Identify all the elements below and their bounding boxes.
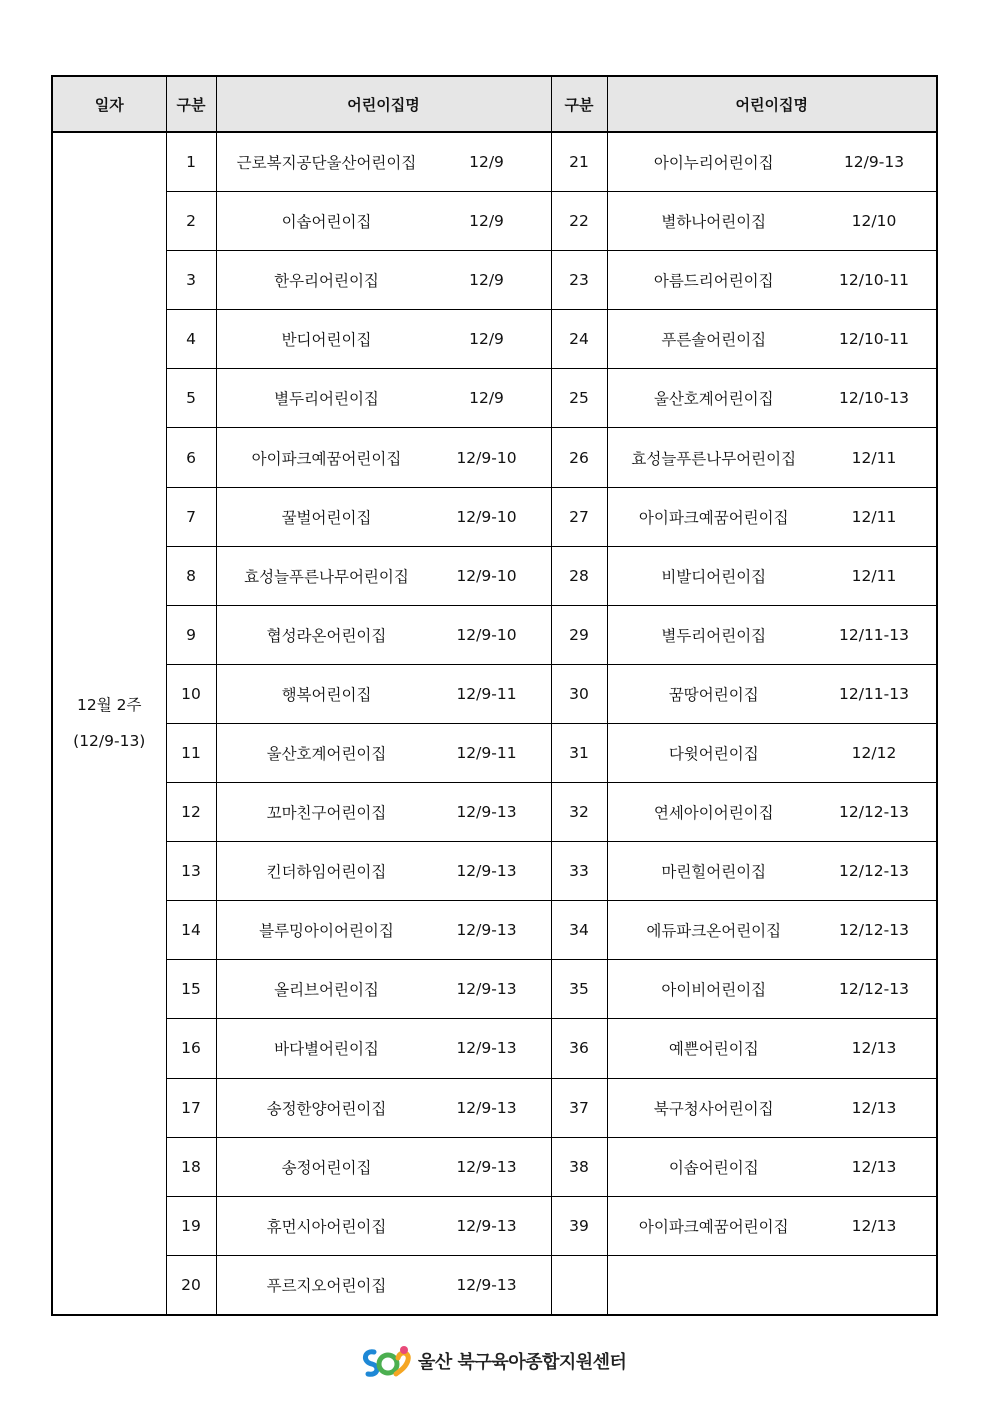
visit-date: 12/10 (851, 212, 897, 231)
daycare-right-cell (607, 1137, 937, 1196)
daycare-left-cell (216, 664, 551, 723)
schedule-table (51, 75, 938, 1316)
daycare-right-cell (607, 1255, 937, 1315)
visit-date: 12/13 (851, 1157, 897, 1176)
daycare-name: 꿈땅어린이집 (668, 685, 759, 704)
daycare-name: 꼬마친구어린이집 (266, 804, 387, 823)
daycare-name: 효성늘푸른나무어린이집 (631, 449, 797, 468)
table-row (52, 192, 937, 251)
daycare-left-cell (216, 723, 551, 782)
daycare-right-cell (607, 1019, 937, 1078)
num-right-cell (551, 1255, 607, 1315)
num-left-cell: 2 (166, 192, 216, 251)
daycare-name: 한우리어린이집 (274, 272, 379, 291)
daycare-right-cell (607, 310, 937, 369)
daycare-name: 푸르지오어린이집 (266, 1276, 387, 1295)
visit-date: 12/13 (851, 1098, 897, 1117)
header-num-left: 구분 (166, 76, 216, 132)
table-row (52, 605, 937, 664)
num-right-cell: 30 (551, 664, 607, 723)
num-right-cell: 35 (551, 960, 607, 1019)
num-right-cell: 29 (551, 605, 607, 664)
daycare-left-cell (216, 1078, 551, 1137)
daycare-name: 다윗어린이집 (668, 744, 759, 763)
num-left-cell: 10 (166, 664, 216, 723)
visit-date: 12/9-10 (456, 566, 517, 585)
num-right-cell: 24 (551, 310, 607, 369)
daycare-name: 별하나어린이집 (661, 213, 767, 232)
daycare-right-cell (607, 369, 937, 428)
daycare-name: 꿀벌어린이집 (281, 508, 372, 527)
num-left-cell: 4 (166, 310, 216, 369)
daycare-name: 이솝어린이집 (281, 213, 372, 232)
header-row (52, 76, 937, 132)
visit-date: 12/9-13 (843, 153, 905, 172)
daycare-name: 근로복지공단울산어린이집 (236, 154, 417, 173)
daycare-name: 아름드리어린이집 (653, 272, 774, 291)
visit-date: 12/9 (469, 330, 504, 349)
num-left-cell: 3 (166, 251, 216, 310)
num-right-cell: 36 (551, 1019, 607, 1078)
daycare-name: 반디어린이집 (281, 331, 372, 350)
visit-date: 12/13 (851, 1216, 897, 1235)
visit-date: 12/12-13 (839, 862, 909, 881)
visit-date: 12/9-13 (456, 921, 517, 940)
daycare-name: 북구청사어린이집 (653, 1099, 774, 1118)
num-left-cell: 18 (166, 1137, 216, 1196)
daycare-name: 푸른솔어린이집 (661, 331, 767, 350)
week-range: (12/9-13) (73, 732, 146, 751)
daycare-right-cell (607, 487, 937, 546)
daycare-name: 휴먼시아어린이집 (266, 1217, 387, 1236)
daycare-right-cell (607, 842, 937, 901)
daycare-name: 아이파크예꿈어린이집 (251, 449, 402, 468)
num-right-cell: 25 (551, 369, 607, 428)
table-row (52, 546, 937, 605)
num-left-cell: 5 (166, 369, 216, 428)
daycare-left-cell (216, 251, 551, 310)
table-row (52, 1078, 937, 1137)
num-left-cell: 19 (166, 1196, 216, 1255)
daycare-name: 아이파크예꿈어린이집 (638, 1217, 789, 1236)
daycare-right-cell (607, 1078, 937, 1137)
daycare-name: 효성늘푸른나무어린이집 (244, 567, 409, 586)
daycare-left-cell (216, 192, 551, 251)
num-right-cell: 33 (551, 842, 607, 901)
visit-date: 12/9-13 (456, 1157, 517, 1176)
num-left-cell: 16 (166, 1019, 216, 1078)
organization-name: 울산 북구육아종합지원센터 (418, 1352, 627, 1373)
num-left-cell: 12 (166, 783, 216, 842)
daycare-right-cell (607, 546, 937, 605)
num-right-cell: 26 (551, 428, 607, 487)
table-row (52, 842, 937, 901)
header-name-left: 어린이집명 (216, 76, 551, 132)
table-row (52, 1255, 937, 1315)
num-left-cell: 6 (166, 428, 216, 487)
daycare-name: 마린힐어린이집 (661, 863, 767, 882)
num-left-cell: 8 (166, 546, 216, 605)
daycare-name: 울산호계어린이집 (653, 390, 774, 409)
daycare-name: 송정한양어린이집 (266, 1099, 387, 1118)
visit-date: 12/11-13 (839, 684, 909, 703)
visit-date: 12/9-13 (456, 862, 517, 881)
visit-date: 12/9-13 (456, 980, 517, 999)
num-right-cell: 27 (551, 487, 607, 546)
daycare-name: 아이비어린이집 (661, 981, 767, 1000)
daycare-name: 행복어린이집 (281, 685, 372, 704)
daycare-right-cell (607, 664, 937, 723)
num-right-cell: 28 (551, 546, 607, 605)
header-date: 일자 (52, 76, 166, 132)
header-num-right: 구분 (551, 76, 607, 132)
daycare-left-cell (216, 428, 551, 487)
table-row (52, 428, 937, 487)
visit-date: 12/9-13 (456, 1039, 517, 1058)
table-row (52, 310, 937, 369)
daycare-name: 비발디어린이집 (661, 567, 767, 586)
num-right-cell: 34 (551, 901, 607, 960)
visit-date: 12/13 (851, 1039, 897, 1058)
visit-date: 12/9-10 (456, 507, 517, 526)
visit-date: 12/9-11 (456, 743, 517, 762)
visit-date: 12/12 (851, 743, 897, 762)
footer (360, 1343, 626, 1379)
table-row (52, 783, 937, 842)
daycare-left-cell (216, 783, 551, 842)
daycare-right-cell (607, 132, 937, 192)
visit-date: 12/11 (851, 507, 897, 526)
table-row (52, 960, 937, 1019)
num-left-cell: 13 (166, 842, 216, 901)
visit-date: 12/9-10 (456, 625, 517, 644)
num-right-cell: 22 (551, 192, 607, 251)
num-left-cell: 14 (166, 901, 216, 960)
visit-date: 12/9-10 (456, 448, 517, 467)
num-right-cell: 31 (551, 723, 607, 782)
daycare-name: 아이파크예꿈어린이집 (638, 508, 789, 527)
daycare-name: 바다별어린이집 (274, 1040, 379, 1059)
table-row (52, 1019, 937, 1078)
table-row (52, 132, 937, 192)
visit-date: 12/9 (469, 389, 504, 408)
daycare-right-cell (607, 783, 937, 842)
visit-date: 12/11 (851, 448, 897, 467)
daycare-left-cell (216, 132, 551, 192)
table-row (52, 251, 937, 310)
week-cell (52, 132, 166, 1315)
daycare-right-cell (607, 428, 937, 487)
daycare-name: 킨더하임어린이집 (266, 863, 387, 882)
num-left-cell: 11 (166, 723, 216, 782)
num-right-cell: 32 (551, 783, 607, 842)
daycare-left-cell (216, 546, 551, 605)
daycare-left-cell (216, 1137, 551, 1196)
daycare-left-cell (216, 1255, 551, 1315)
daycare-right-cell (607, 251, 937, 310)
daycare-name: 블루밍아이어린이집 (259, 922, 394, 941)
daycare-right-cell (607, 960, 937, 1019)
daycare-name: 올리브어린이집 (274, 981, 379, 1000)
daycare-left-cell (216, 310, 551, 369)
daycare-name: 별두리어린이집 (274, 390, 379, 409)
daycare-left-cell (216, 487, 551, 546)
table-row (52, 487, 937, 546)
daycare-right-cell (607, 192, 937, 251)
visit-date: 12/9-13 (456, 1216, 517, 1235)
visit-date: 12/11 (851, 566, 897, 585)
daycare-right-cell (607, 1196, 937, 1255)
visit-date: 12/9-11 (456, 684, 517, 703)
table-row (52, 664, 937, 723)
daycare-right-cell (607, 901, 937, 960)
visit-date: 12/9 (469, 212, 504, 231)
visit-date: 12/9-13 (456, 1275, 517, 1294)
num-right-cell: 38 (551, 1137, 607, 1196)
num-left-cell: 1 (166, 132, 216, 192)
num-left-cell: 20 (166, 1255, 216, 1315)
num-left-cell: 7 (166, 487, 216, 546)
week-label: 12월 2주 (77, 696, 142, 715)
daycare-name: 아이누리어린이집 (653, 154, 774, 173)
visit-date: 12/12-13 (839, 980, 909, 999)
center-logo-icon (360, 1344, 412, 1378)
daycare-name: 울산호계어린이집 (266, 744, 387, 763)
num-right-cell: 23 (551, 251, 607, 310)
daycare-left-cell (216, 960, 551, 1019)
visit-date: 12/9 (469, 271, 504, 290)
num-left-cell: 17 (166, 1078, 216, 1137)
visit-date: 12/10-11 (839, 330, 909, 349)
daycare-name: 에듀파크온어린이집 (646, 922, 782, 941)
daycare-left-cell (216, 1196, 551, 1255)
daycare-name: 협성라온어린이집 (266, 626, 387, 645)
visit-date: 12/9-13 (456, 1098, 517, 1117)
table-row (52, 901, 937, 960)
daycare-left-cell (216, 1019, 551, 1078)
table-row (52, 369, 937, 428)
daycare-name: 별두리어린이집 (661, 626, 767, 645)
visit-date: 12/12-13 (839, 803, 909, 822)
num-right-cell: 21 (551, 132, 607, 192)
visit-date: 12/9 (469, 153, 504, 172)
daycare-left-cell (216, 842, 551, 901)
daycare-name: 송정어린이집 (281, 1158, 372, 1177)
daycare-right-cell (607, 605, 937, 664)
num-right-cell: 39 (551, 1196, 607, 1255)
daycare-left-cell (216, 605, 551, 664)
daycare-right-cell (607, 723, 937, 782)
table-row (52, 723, 937, 782)
daycare-name: 이솝어린이집 (668, 1158, 759, 1177)
visit-date: 12/11-13 (839, 625, 909, 644)
num-right-cell: 37 (551, 1078, 607, 1137)
visit-date: 12/9-13 (456, 803, 517, 822)
daycare-name: 연세아이어린이집 (653, 804, 774, 823)
visit-date: 12/10-11 (839, 271, 909, 290)
num-left-cell: 15 (166, 960, 216, 1019)
table-row (52, 1137, 937, 1196)
daycare-left-cell (216, 901, 551, 960)
schedule-body (52, 132, 937, 1315)
visit-date: 12/10-13 (839, 389, 909, 408)
daycare-name: 예쁜어린이집 (668, 1040, 759, 1059)
header-name-right: 어린이집명 (607, 76, 937, 132)
visit-date: 12/12-13 (839, 921, 909, 940)
num-left-cell: 9 (166, 605, 216, 664)
table-row (52, 1196, 937, 1255)
daycare-left-cell (216, 369, 551, 428)
